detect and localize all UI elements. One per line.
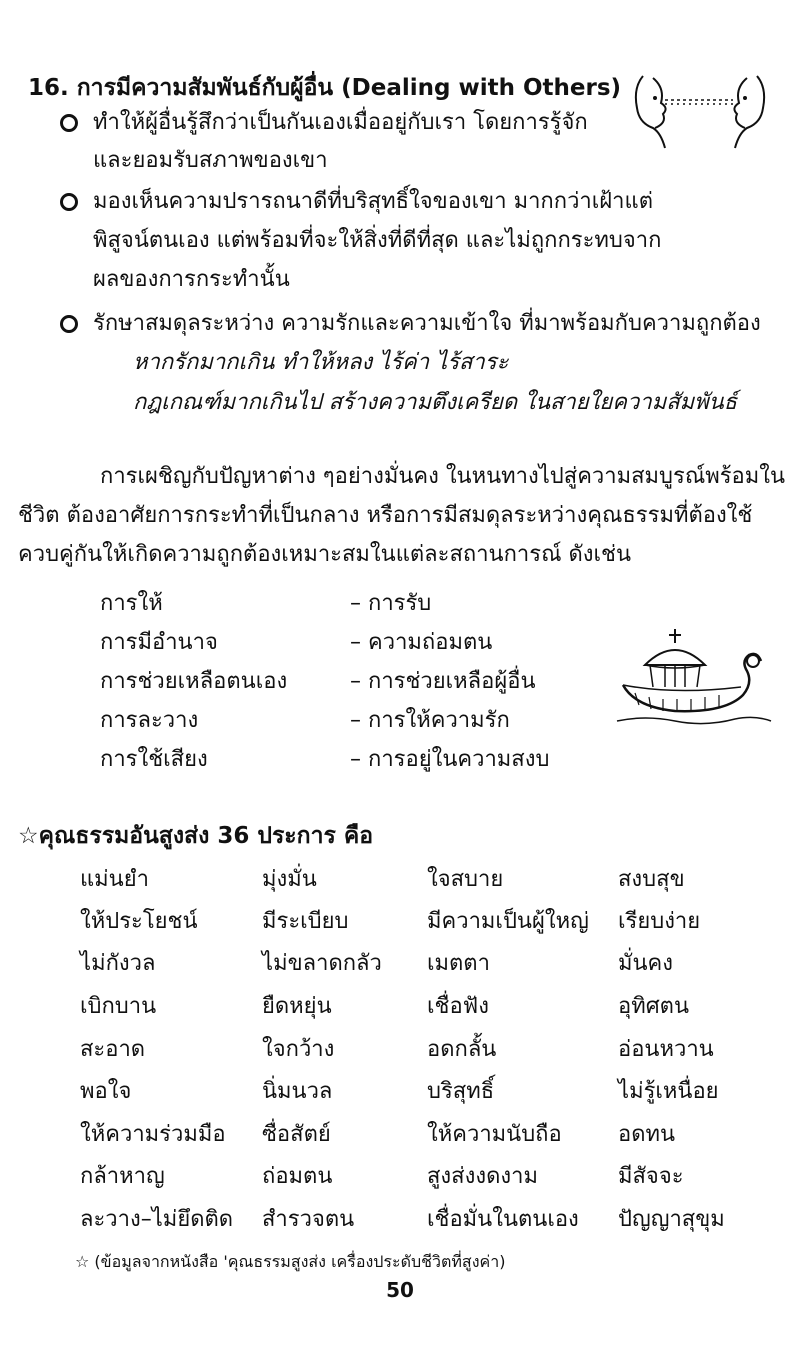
virtue-cell: อดกลั้น [427, 1037, 497, 1062]
virtue-cell: ไม่ขลาดกลัว [262, 951, 382, 976]
virtue-cell: ปัญญาสุขุม [618, 1207, 725, 1232]
virtue-cell: ให้ความร่วมมือ [80, 1122, 226, 1147]
virtue-cell: บริสุทธิ์ [427, 1079, 495, 1104]
virtue-cell: อ่อนหวาน [618, 1037, 714, 1062]
virtue-cell: กล้าหาญ [80, 1164, 165, 1189]
paragraph-line-1: การเผชิญกับปัญหาต่าง ๆอย่างมั่นคง ในหนทางไปสู่ความสมบูรณ์พร้อมใน [100, 464, 786, 489]
bullet-3-italic-1: หากรักมากเกิน ทำให้หลง ไร้ค่า ไร้สาระ [133, 350, 509, 375]
bullet-circle-icon [60, 315, 78, 333]
page-number: 50 [386, 1278, 414, 1302]
pair-left: การมีอำนาจ [100, 630, 218, 655]
bullet-circle-icon [60, 193, 78, 211]
virtue-cell: เบิกบาน [80, 994, 157, 1019]
bullet-circle-icon [60, 114, 78, 132]
virtue-cell: ละวาง–ไม่ยึดติด [80, 1207, 234, 1232]
virtue-cell: ให้ความนับถือ [427, 1122, 562, 1147]
virtue-cell: ซื่อสัตย์ [262, 1122, 331, 1147]
pair-left: การช่วยเหลือตนเอง [100, 669, 288, 694]
section-title: 16. การมีความสัมพันธ์กับผู้อื่น (Dealing with Others) [28, 75, 622, 101]
pair-left: การให้ [100, 591, 163, 616]
virtue-cell: สำรวจตน [262, 1207, 355, 1232]
virtue-cell: ไม่รู้เหนื่อย [618, 1079, 719, 1104]
virtues-title: ☆คุณธรรมอันสูงส่ง 36 ประการ คือ [18, 823, 374, 849]
virtue-cell: เชื่อมั่นในตนเอง [427, 1207, 579, 1232]
virtue-cell: ถ่อมตน [262, 1164, 333, 1189]
bullet-2-line-1: มองเห็นความปรารถนาดีที่บริสุทธิ์ใจของเขา มากกว่าเฝ้าแต่ [93, 189, 654, 214]
virtue-cell: พอใจ [80, 1079, 132, 1104]
pair-left: การละวาง [100, 708, 199, 733]
virtue-cell: มั่นคง [618, 951, 673, 976]
paragraph-line-2: ชีวิต ต้องอาศัยการกระทำที่เป็นกลาง หรือการมีสมดุลระหว่างคุณธรรมที่ต้องใช้ [18, 503, 753, 528]
virtue-cell: ให้ประโยชน์ [80, 909, 198, 934]
virtue-cell: ยืดหยุ่น [262, 994, 332, 1019]
virtue-cell: สูงส่งงดงาม [427, 1164, 538, 1189]
virtue-cell: มีระเบียบ [262, 909, 349, 934]
pair-right: – ความถ่อมตน [350, 630, 493, 655]
virtue-cell: ไม่กังวล [80, 951, 156, 976]
virtue-cell: นิ่มนวล [262, 1079, 333, 1104]
pair-right: – การอยู่ในความสงบ [350, 747, 550, 772]
pair-left: การใช้เสียง [100, 747, 208, 772]
virtue-cell: อุทิศตน [618, 994, 690, 1019]
bullet-3-line-1: รักษาสมดุลระหว่าง ความรักและความเข้าใจ ที่มาพร้อมกับความถูกต้อง [93, 311, 761, 336]
bullet-1-line-2: และยอมรับสภาพของเขา [93, 148, 328, 173]
virtue-cell: มุ่งมั่น [262, 867, 317, 892]
virtue-cell: เชื่อฟัง [427, 994, 489, 1019]
bullet-2-line-2: พิสูจน์ตนเอง แต่พร้อมที่จะให้สิ่งที่ดีที่สุด และไม่ถูกกระทบจาก [93, 228, 662, 253]
boat-illustration [615, 625, 775, 735]
virtue-cell: สงบสุข [618, 867, 685, 892]
bullet-3-italic-2: กฎเกณฑ์มากเกินไป สร้างความตึงเครียด ในสายใยความสัมพันธ์ [133, 390, 738, 415]
footnote: ☆ (ข้อมูลจากหนังสือ 'คุณธรรมสูงส่ง เครื่องประดับชีวิตที่สูงค่า) [75, 1252, 506, 1271]
virtue-cell: อดทน [618, 1122, 676, 1147]
pair-right: – การช่วยเหลือผู้อื่น [350, 669, 536, 694]
two-faces-illustration [625, 68, 775, 158]
virtue-cell: แม่นยำ [80, 867, 149, 892]
paragraph-line-3: ควบคู่กันให้เกิดความถูกต้องเหมาะสมในแต่ละสถานการณ์ ดังเช่น [18, 542, 632, 567]
bullet-1-line-1: ทำให้ผู้อื่นรู้สึกว่าเป็นกันเองเมื่ออยู่กับเรา โดยการรู้จัก [93, 110, 588, 135]
virtue-cell: ใจสบาย [427, 867, 504, 892]
virtue-cell: มีความเป็นผู้ใหญ่ [427, 909, 589, 934]
pair-right: – การให้ความรัก [350, 708, 510, 733]
bullet-2-line-3: ผลของการกระทำนั้น [93, 267, 290, 292]
virtue-cell: เมตตา [427, 951, 490, 976]
virtue-cell: เรียบง่าย [618, 909, 701, 934]
virtue-cell: สะอาด [80, 1037, 146, 1062]
virtue-cell: มีสัจจะ [618, 1164, 684, 1189]
virtue-cell: ใจกว้าง [262, 1037, 335, 1062]
pair-right: – การรับ [350, 591, 432, 616]
